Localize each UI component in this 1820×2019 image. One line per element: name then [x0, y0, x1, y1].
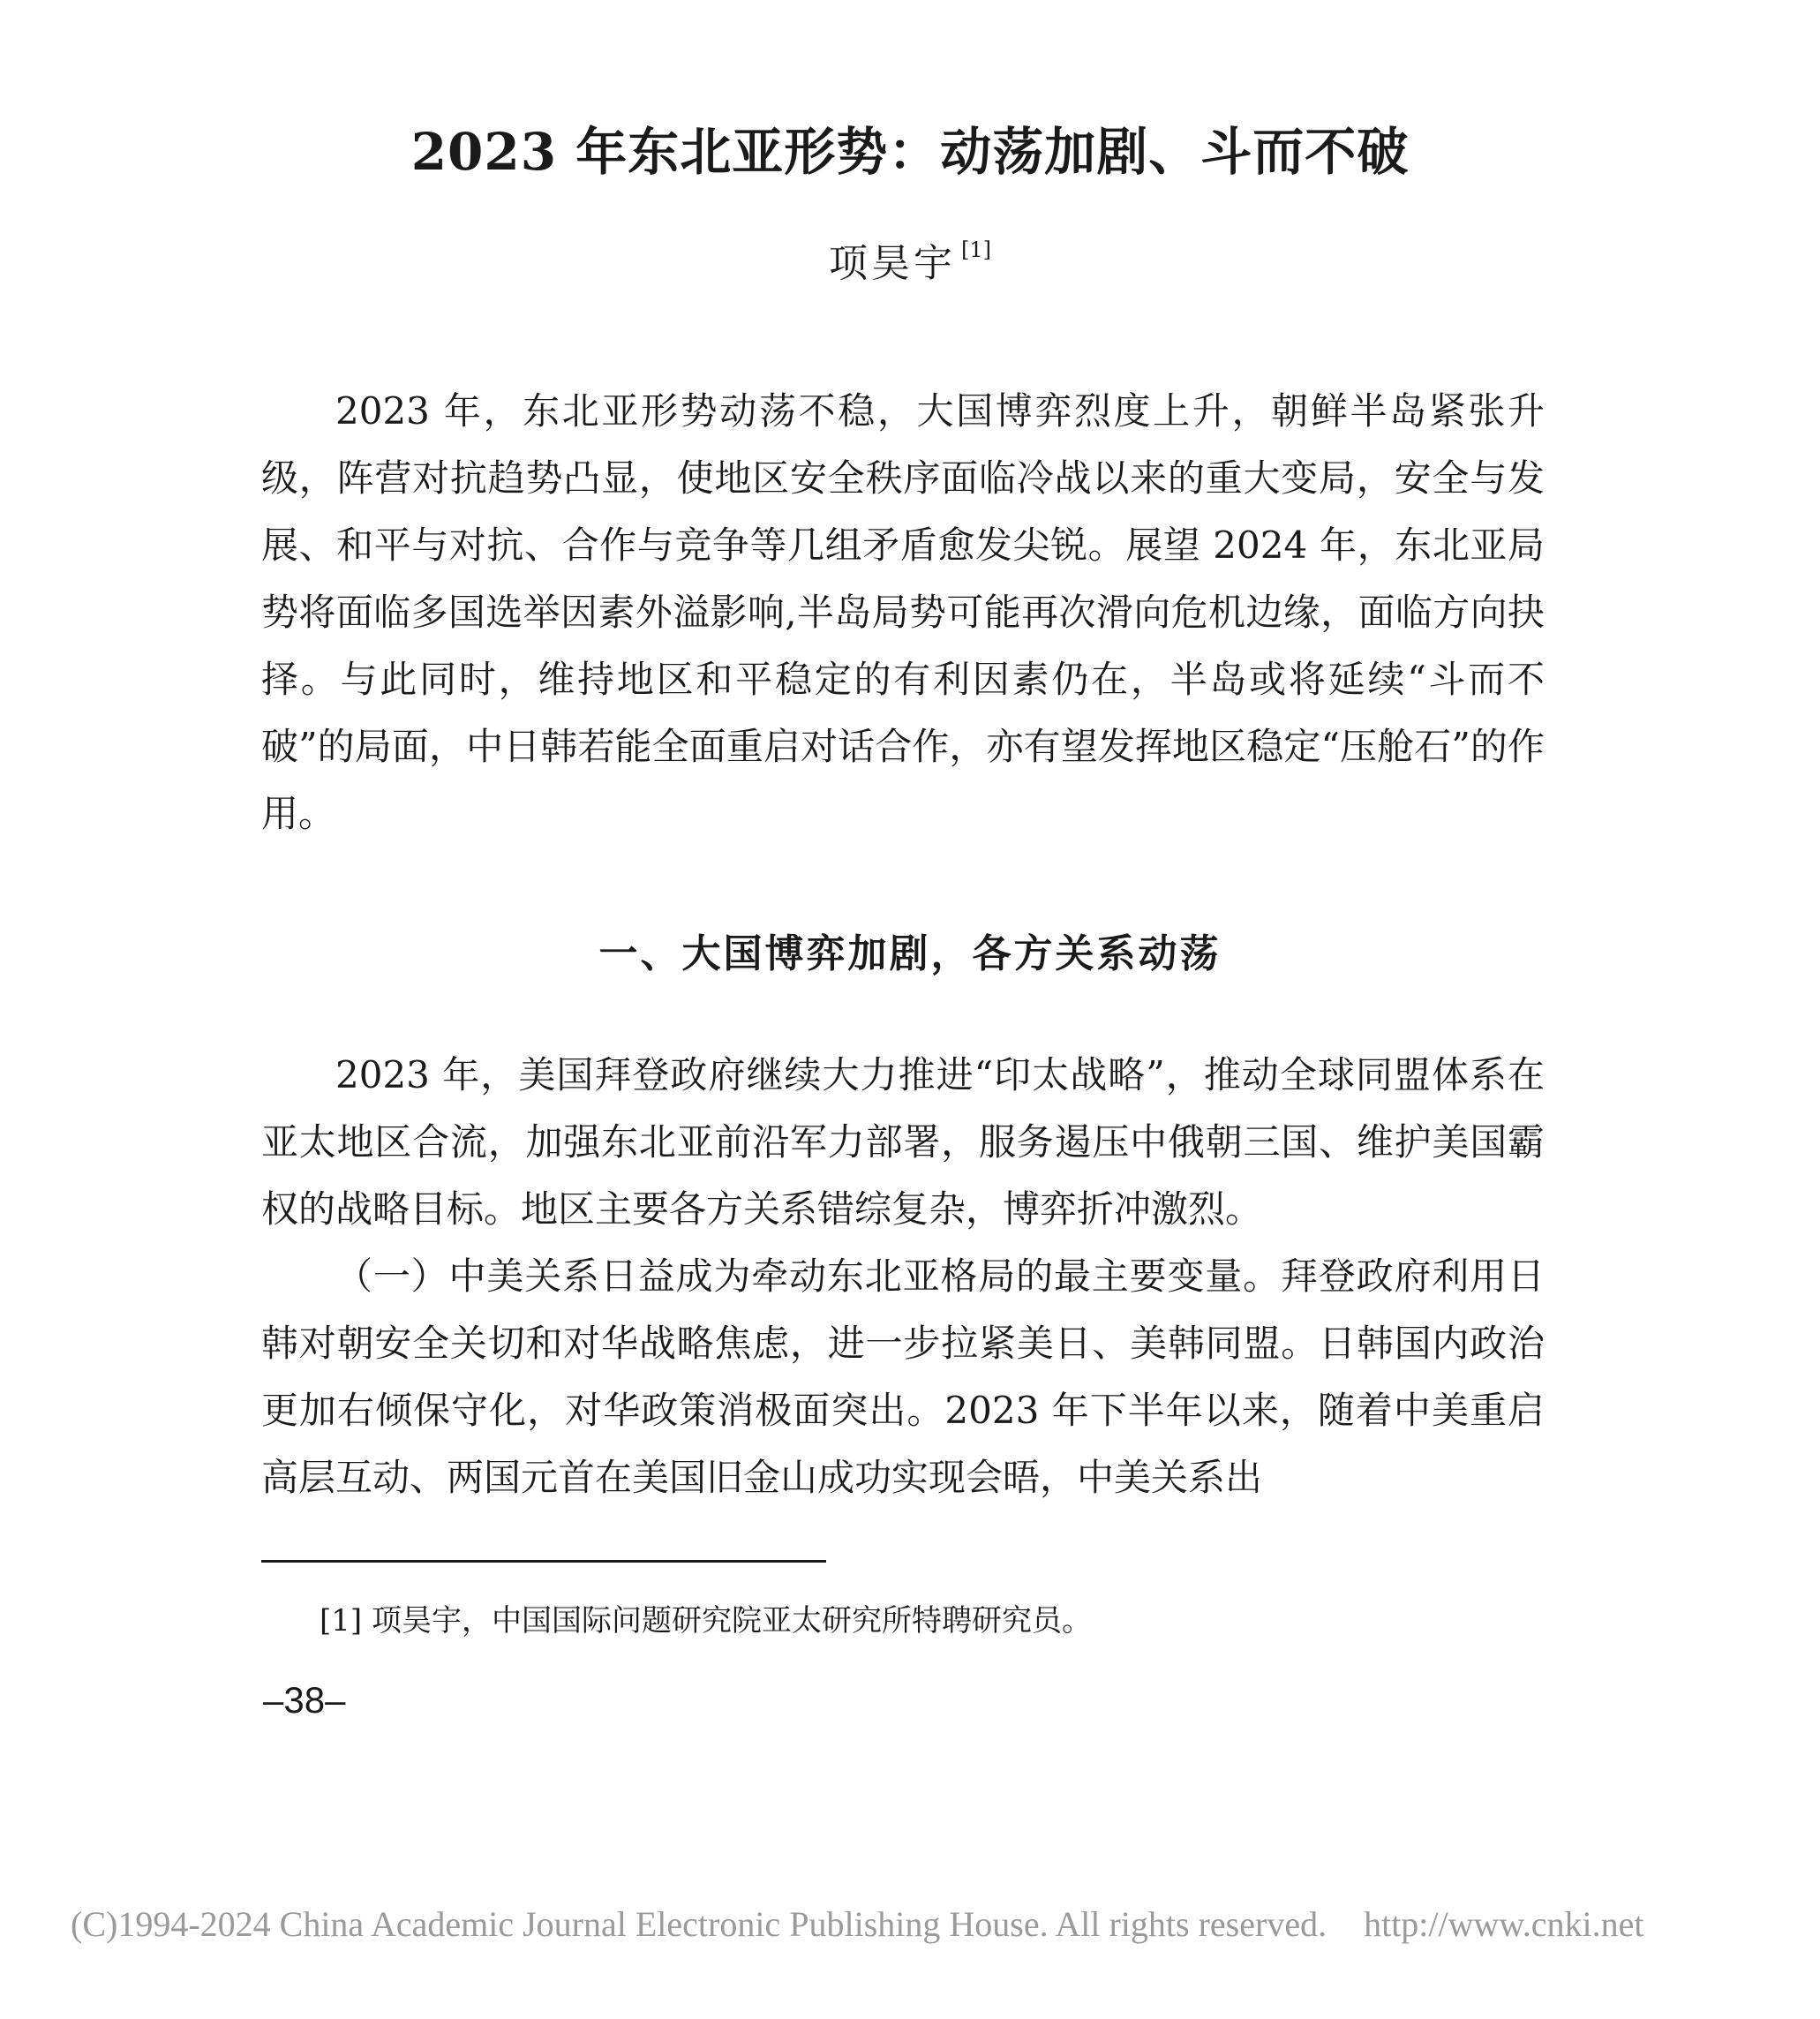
- author-footnote-ref[interactable]: [1]: [961, 237, 991, 262]
- copyright-watermark: [71, 1898, 1818, 1951]
- footnote-divider: [261, 1560, 826, 1563]
- abstract-block: [261, 378, 1545, 848]
- page-number: –38–: [263, 1679, 346, 1721]
- body-paragraph: 2023 年，美国拜登政府继续大力推进“印太战略”，推动全球同盟体系在亚太地区合流，加强东北亚前沿军力部署，服务遏压中俄朝三国、维护美国霸权的战略目标。地区主要各方关系错综复杂，博弈折冲激烈。: [261, 1053, 1545, 1231]
- author-line: [0, 219, 1820, 295]
- section-body: [261, 1042, 1545, 1511]
- copyright-notice: (C)1994-2024 China Academic Journal Electronic Publishing House. All rights reserved.: [71, 1904, 1327, 1944]
- cnki-link[interactable]: http://www.cnki.net: [1364, 1904, 1644, 1944]
- article-title: 2023 年东北亚形势：动荡加剧、斗而不破: [410, 122, 1410, 182]
- author-name: 项昊宇: [829, 241, 956, 286]
- section-heading: 一、大国博弈加剧，各方关系动荡: [598, 931, 1222, 976]
- abstract-paragraph: 2023 年，东北亚形势动荡不稳，大国博弈烈度上升，朝鲜半岛紧张升级，阵营对抗趋势凸显，使地区安全秩序面临冷战以来的重大变局，安全与发展、和平与对抗、合作与竞争等几组矛盾愈发尖锐。展望 2024 年，东北亚局势将面临多国选举因素外溢影响,半岛局势可能再次滑向危机边缘，面临方向抉择。与此同时，维持地区和平稳定的有利因素仍在，半岛或将延续“斗而不破”的局面，中日韩若能全面重启对话合作，亦有望发挥地区稳定“压舱石”的作用。: [261, 389, 1545, 835]
- footnote: [1] 项昊宇，中国国际问题研究院亚太研究所特聘研究员。: [320, 1603, 1092, 1639]
- body-paragraph: （一）中美关系日益成为牵动东北亚格局的最主要变量。拜登政府利用日韩对朝安全关切和对华战略焦虑，进一步拉紧美日、美韩同盟。日韩国内政治更加右倾保守化，对华政策消极面突出。2023 年下半年以来，随着中美重启高层互动、两国元首在美国旧金山成功实现会晤，中美关系出: [261, 1254, 1545, 1499]
